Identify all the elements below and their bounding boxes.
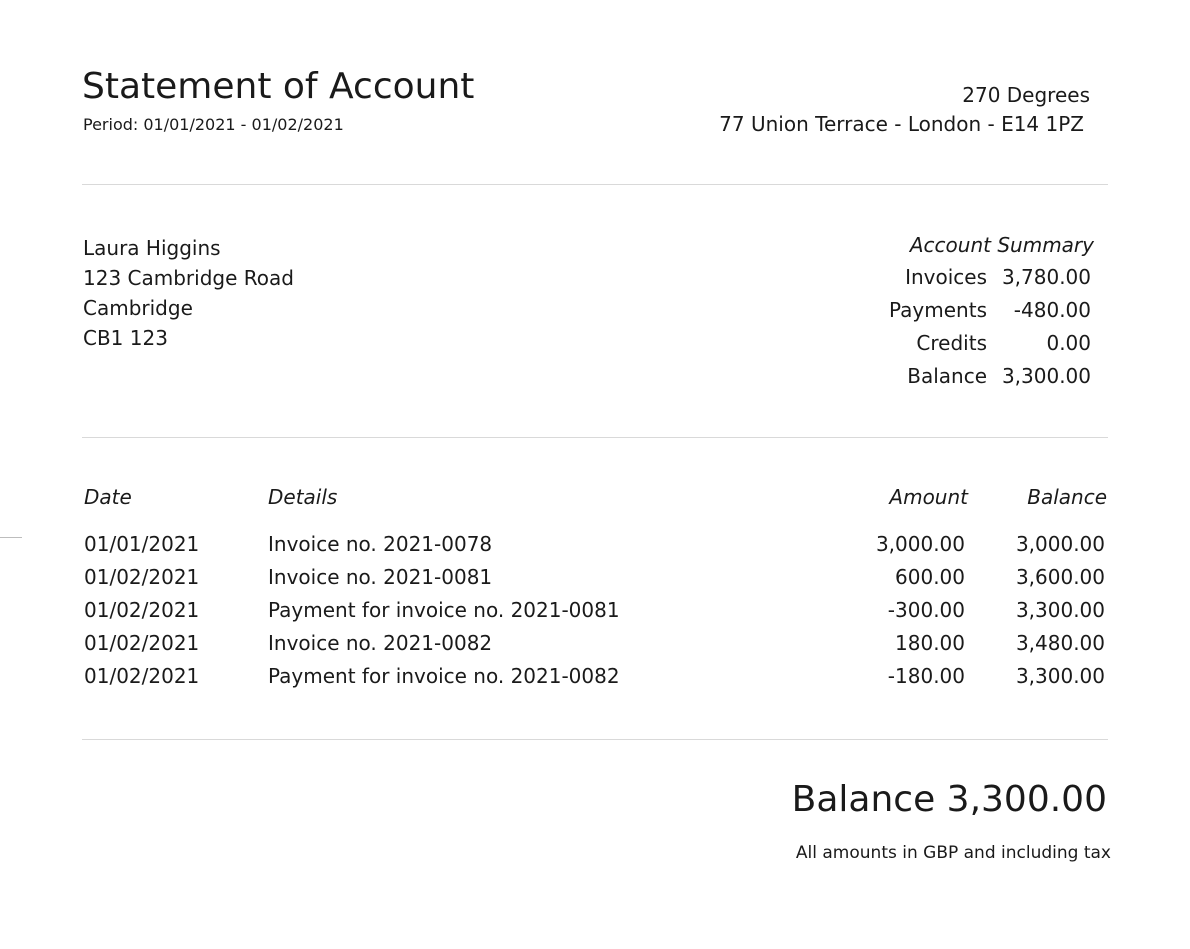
table-cell-amount: 3,000.00: [875, 532, 965, 556]
table-cell-details: Invoice no. 2021-0078: [268, 532, 493, 556]
customer-name: Laura Higgins: [83, 236, 221, 260]
summary-row-payments: [889, 298, 1091, 322]
summary-value: 0.00: [1046, 331, 1091, 355]
divider-summary: [82, 437, 1108, 438]
table-cell-details: Payment for invoice no. 2021-0082: [268, 664, 620, 688]
customer-address-line1: 123 Cambridge Road: [83, 266, 294, 290]
summary-row-balance: [907, 364, 1091, 388]
table-cell-date: 01/01/2021: [84, 532, 200, 556]
table-cell-amount: 600.00: [895, 565, 965, 589]
table-cell-details: Payment for invoice no. 2021-0081: [268, 598, 620, 622]
summary-value: 3,300.00: [1001, 364, 1091, 388]
divider-table: [82, 739, 1108, 740]
table-cell-date: 01/02/2021: [84, 598, 200, 622]
summary-value: -480.00: [1013, 298, 1091, 322]
table-cell-date: 01/02/2021: [84, 565, 200, 589]
column-header-details: Details: [268, 485, 338, 509]
account-summary-heading: Account Summary: [909, 233, 1094, 257]
total-balance: Balance 3,300.00: [791, 779, 1107, 820]
table-cell-details: Invoice no. 2021-0081: [268, 565, 493, 589]
summary-label: Payments: [889, 298, 987, 322]
company-name: 270 Degrees: [962, 83, 1090, 107]
summary-value: 3,780.00: [1001, 265, 1091, 289]
table-cell-amount: -300.00: [887, 598, 965, 622]
summary-label: Invoices: [905, 265, 987, 289]
divider-header: [82, 184, 1108, 185]
table-cell-amount: -180.00: [887, 664, 965, 688]
page-title: Statement of Account: [82, 66, 475, 107]
summary-row-credits: [916, 331, 1091, 355]
table-cell-amount: 180.00: [895, 631, 965, 655]
table-cell-balance: 3,600.00: [1015, 565, 1105, 589]
column-header-date: Date: [84, 485, 132, 509]
customer-address-block: [83, 233, 294, 353]
table-cell-balance: 3,300.00: [1015, 598, 1105, 622]
column-header-balance: Balance: [1027, 485, 1107, 509]
table-cell-details: Invoice no. 2021-0082: [268, 631, 493, 655]
currency-note: All amounts in GBP and including tax: [795, 843, 1111, 863]
customer-city: Cambridge: [83, 296, 193, 320]
customer-postcode: CB1 123: [83, 326, 168, 350]
company-address: 77 Union Terrace - London - E14 1PZ: [719, 112, 1084, 136]
table-cell-balance: 3,000.00: [1015, 532, 1105, 556]
summary-label: Balance: [907, 364, 987, 388]
summary-row-invoices: [905, 265, 1091, 289]
statement-period: Period: 01/01/2021 - 01/02/2021: [83, 115, 344, 134]
table-cell-balance: 3,480.00: [1015, 631, 1105, 655]
summary-label: Credits: [916, 331, 987, 355]
table-cell-date: 01/02/2021: [84, 631, 200, 655]
column-header-amount: Amount: [889, 485, 968, 509]
margin-mark: [0, 537, 22, 538]
table-cell-date: 01/02/2021: [84, 664, 200, 688]
table-cell-balance: 3,300.00: [1015, 664, 1105, 688]
